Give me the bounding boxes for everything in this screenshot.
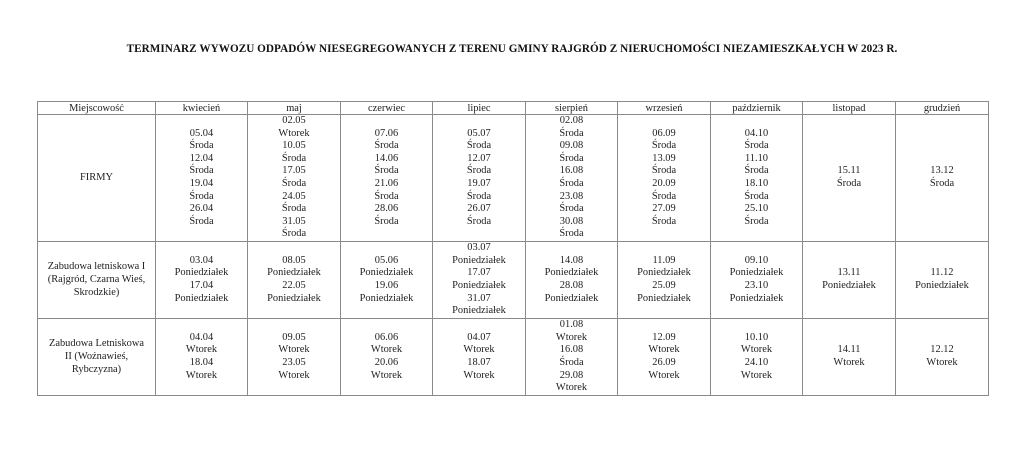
pickup-date: 30.08 [559, 215, 584, 227]
pickup-date: 10.10 [744, 331, 769, 343]
header-row [38, 102, 989, 115]
pickup-weekday: Poniedziałek [544, 292, 599, 304]
pickup-date: 19.06 [374, 279, 399, 291]
pickup-date: 05.04 [189, 127, 214, 139]
pickup-weekday: Poniedziałek [729, 267, 784, 279]
pickup-date: 17.05 [282, 165, 306, 177]
schedule-cell-listopad [803, 241, 896, 318]
pickup-date: 05.06 [374, 254, 399, 266]
pickup-weekday: Środa [559, 127, 584, 139]
schedule-cell-lipiec [433, 318, 526, 395]
schedule-cell-wrzesien [618, 241, 711, 318]
pickup-date: 12.07 [467, 152, 491, 164]
pickup-weekday: Środa [189, 140, 214, 152]
schedule-cell-maj [248, 241, 341, 318]
pickup-date: 15.11 [837, 165, 861, 177]
pickup-date: 04.07 [467, 331, 491, 343]
pickup-date: 16.08 [559, 165, 584, 177]
schedule-cell-lipiec [433, 115, 526, 242]
pickup-date: 12.04 [189, 152, 214, 164]
pickup-weekday: Poniedziałek [729, 292, 784, 304]
pickup-weekday: Środa [466, 215, 492, 227]
place-name-line: FIRMY [80, 172, 113, 184]
pickup-date: 17.04 [189, 279, 214, 291]
pickup-weekday: Wtorek [278, 344, 310, 356]
pickup-date: 10.05 [282, 140, 306, 152]
pickup-date: 13.11 [837, 267, 861, 279]
schedule-cell-czerwiec [341, 318, 433, 395]
pickup-date: 08.05 [282, 254, 306, 266]
pickup-weekday: Środa [466, 140, 492, 152]
pickup-date: 09.05 [282, 331, 306, 343]
pickup-date: 04.04 [189, 331, 214, 343]
pickup-weekday: Wtorek [926, 356, 958, 368]
schedule-cell-pazdziernik [711, 241, 803, 318]
pickup-date: 05.07 [467, 127, 491, 139]
pickup-date: 26.09 [652, 356, 676, 368]
place-name-line: Zabudowa letniskowa I [47, 261, 146, 273]
pickup-date: 01.08 [559, 319, 584, 331]
schedule-cell-sierpien [526, 115, 618, 242]
pickup-weekday: Poniedziałek [544, 267, 599, 279]
pickup-weekday: Wtorek [185, 369, 218, 381]
schedule-cell-kwiecien [156, 115, 248, 242]
schedule-cell-maj [248, 318, 341, 395]
pickup-weekday: Środa [281, 152, 307, 164]
pickup-weekday: Poniedziałek [267, 292, 321, 304]
pickup-weekday: Wtorek [370, 344, 403, 356]
pickup-date: 03.04 [189, 254, 214, 266]
pickup-date: 14.06 [374, 152, 399, 164]
pickup-date: 17.07 [467, 267, 491, 279]
schedule-cell-kwiecien [156, 241, 248, 318]
schedule-cell-kwiecien [156, 318, 248, 395]
pickup-date: 02.05 [282, 115, 306, 126]
pickup-weekday: Środa [374, 140, 399, 152]
table-row [38, 241, 989, 318]
pickup-date: 22.05 [282, 279, 306, 291]
pickup-weekday: Wtorek [185, 344, 218, 356]
table-row [38, 318, 989, 395]
pickup-weekday: Wtorek [740, 344, 773, 356]
pickup-date: 09.08 [559, 140, 584, 152]
place-name-line: (Rajgród, Czarna Wieś, [47, 274, 146, 286]
pickup-date: 28.08 [559, 279, 584, 291]
column-header-kwiecien: kwiecień [156, 102, 248, 115]
pickup-weekday: Środa [744, 140, 769, 152]
pickup-date: 18.07 [467, 356, 491, 368]
pickup-weekday: Środa [836, 177, 862, 189]
pickup-weekday: Poniedziałek [359, 292, 414, 304]
schedule-table [37, 101, 989, 396]
pickup-date: 12.12 [930, 344, 954, 356]
column-header-czerwiec: czerwiec [341, 102, 433, 115]
pickup-date: 20.06 [374, 356, 399, 368]
schedule-cell-wrzesien [618, 115, 711, 242]
pickup-weekday: Środa [559, 177, 584, 189]
pickup-weekday: Środa [651, 165, 677, 177]
pickup-weekday: Wtorek [463, 369, 495, 381]
place-cell [38, 115, 156, 242]
schedule-cell-czerwiec [341, 115, 433, 242]
pickup-date: 26.07 [467, 203, 491, 215]
pickup-date: 24.05 [282, 190, 306, 202]
pickup-weekday: Środa [744, 165, 769, 177]
schedule-cell-wrzesien [618, 318, 711, 395]
schedule-cell-grudzien [896, 318, 989, 395]
schedule-cell-maj [248, 115, 341, 242]
pickup-weekday: Poniedziałek [174, 267, 229, 279]
pickup-date: 13.12 [930, 165, 954, 177]
pickup-weekday: Środa [559, 152, 584, 164]
pickup-weekday: Wtorek [740, 369, 773, 381]
place-name-line: Skrodzkie) [73, 287, 120, 299]
pickup-weekday: Poniedziałek [822, 279, 876, 291]
pickup-weekday: Środa [374, 165, 399, 177]
pickup-date: 06.09 [652, 127, 676, 139]
pickup-weekday: Środa [281, 203, 307, 215]
pickup-date: 12.09 [652, 331, 676, 343]
pickup-date: 24.10 [744, 356, 769, 368]
column-header-listopad: listopad [803, 102, 896, 115]
document-title: TERMINARZ WYWOZU ODPADÓW NIESEGREGOWANYCH Z TERENU GMINY RAJGRÓD Z NIERUCHOMOŚCI NIEZAMIESZKAŁYCH W 2023 R. [126, 43, 898, 55]
pickup-weekday: Środa [189, 165, 214, 177]
pickup-date: 25.10 [744, 203, 769, 215]
pickup-weekday: Środa [651, 215, 677, 227]
pickup-weekday: Wtorek [555, 331, 588, 343]
pickup-weekday: Poniedziałek [452, 254, 506, 266]
place-name-line: II (Woźnawieś, [64, 351, 129, 363]
pickup-weekday: Środa [651, 140, 677, 152]
pickup-weekday: Wtorek [278, 369, 310, 381]
pickup-date: 07.06 [374, 127, 399, 139]
pickup-date: 04.10 [744, 127, 769, 139]
pickup-weekday: Poniedziałek [452, 305, 506, 317]
place-name-line: Rybczyzna) [71, 364, 122, 376]
pickup-weekday: Środa [466, 190, 492, 202]
pickup-date: 13.09 [652, 152, 676, 164]
pickup-date: 26.04 [189, 203, 214, 215]
schedule-cell-czerwiec [341, 241, 433, 318]
column-header-place: Miejscowość [38, 102, 156, 115]
pickup-weekday: Środa [374, 215, 399, 227]
column-header-grudzien: grudzień [896, 102, 989, 115]
pickup-weekday: Poniedziałek [359, 267, 414, 279]
pickup-date: 14.11 [837, 344, 861, 356]
pickup-weekday: Wtorek [278, 127, 310, 139]
schedule-cell-sierpien [526, 318, 618, 395]
pickup-weekday: Środa [189, 215, 214, 227]
pickup-date: 18.10 [744, 177, 769, 189]
pickup-date: 23.10 [744, 279, 769, 291]
pickup-date: 19.04 [189, 177, 214, 189]
pickup-weekday: Wtorek [463, 344, 495, 356]
pickup-date: 09.10 [744, 254, 769, 266]
pickup-date: 19.07 [467, 177, 491, 189]
schedule-cell-pazdziernik [711, 115, 803, 242]
schedule-cell-listopad [803, 318, 896, 395]
schedule-cell-lipiec [433, 241, 526, 318]
pickup-date: 25.09 [652, 279, 676, 291]
pickup-weekday: Poniedziałek [915, 279, 969, 291]
pickup-weekday: Środa [281, 177, 307, 189]
pickup-date: 23.08 [559, 190, 584, 202]
schedule-cell-grudzien [896, 241, 989, 318]
pickup-date: 11.09 [652, 254, 676, 266]
pickup-weekday: Środa [559, 203, 584, 215]
pickup-weekday: Poniedziałek [174, 292, 229, 304]
pickup-date: 27.09 [652, 203, 676, 215]
pickup-weekday: Poniedziałek [637, 267, 691, 279]
pickup-weekday: Wtorek [555, 382, 588, 394]
pickup-date: 02.08 [559, 115, 584, 126]
pickup-weekday: Środa [559, 356, 584, 368]
pickup-weekday: Poniedziałek [267, 267, 321, 279]
pickup-weekday: Poniedziałek [637, 292, 691, 304]
pickup-weekday: Środa [466, 165, 492, 177]
pickup-date: 29.08 [559, 369, 584, 381]
table-row [38, 115, 989, 242]
place-name-line: Zabudowa Letniskowa [49, 338, 144, 350]
pickup-date: 23.05 [282, 356, 306, 368]
schedule-cell-pazdziernik [711, 318, 803, 395]
place-cell [38, 241, 156, 318]
pickup-date: 06.06 [374, 331, 399, 343]
pickup-date: 16.08 [559, 344, 584, 356]
column-header-wrzesien: wrzesień [618, 102, 711, 115]
pickup-weekday: Środa [744, 215, 769, 227]
pickup-weekday: Środa [651, 190, 677, 202]
schedule-cell-sierpien [526, 241, 618, 318]
pickup-date: 31.05 [282, 215, 306, 227]
column-header-maj: maj [248, 102, 341, 115]
column-header-pazdziernik: październik [711, 102, 803, 115]
pickup-date: 14.08 [559, 254, 584, 266]
pickup-weekday: Środa [559, 228, 584, 240]
pickup-weekday: Wtorek [833, 356, 865, 368]
pickup-weekday: Środa [281, 228, 307, 240]
schedule-cell-listopad [803, 115, 896, 242]
pickup-weekday: Środa [744, 190, 769, 202]
pickup-weekday: Wtorek [648, 369, 680, 381]
pickup-date: 11.12 [930, 267, 954, 279]
pickup-weekday: Środa [189, 190, 214, 202]
pickup-date: 18.04 [189, 356, 214, 368]
pickup-date: 11.10 [745, 152, 768, 164]
column-header-sierpien: sierpień [526, 102, 618, 115]
table-body [38, 115, 989, 396]
pickup-weekday: Środa [929, 177, 955, 189]
pickup-date: 31.07 [467, 292, 491, 304]
pickup-weekday: Środa [374, 190, 399, 202]
column-header-lipiec: lipiec [433, 102, 526, 115]
schedule-cell-grudzien [896, 115, 989, 242]
pickup-weekday: Wtorek [648, 344, 680, 356]
pickup-date: 28.06 [374, 203, 399, 215]
pickup-date: 20.09 [652, 177, 676, 189]
place-cell [38, 318, 156, 395]
pickup-weekday: Wtorek [370, 369, 403, 381]
pickup-weekday: Poniedziałek [452, 279, 506, 291]
pickup-date: 03.07 [467, 242, 491, 254]
pickup-date: 21.06 [374, 177, 399, 189]
